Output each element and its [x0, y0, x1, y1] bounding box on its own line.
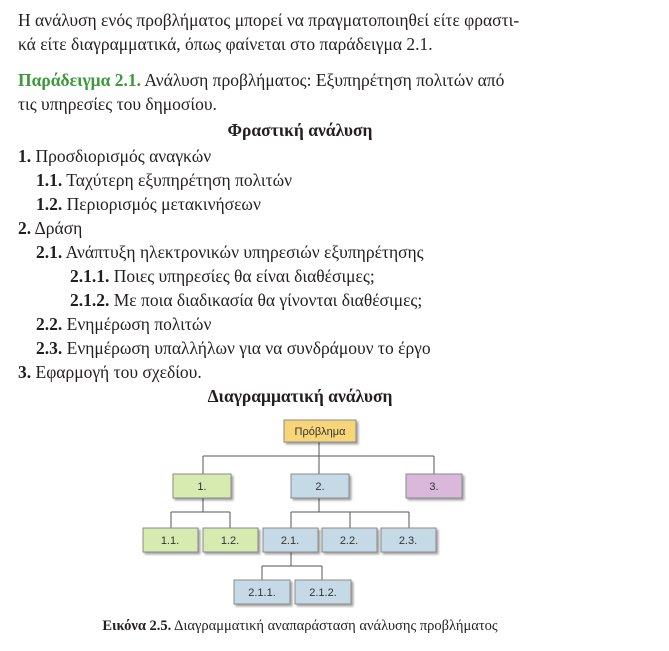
node-root	[284, 420, 356, 442]
intro-line-1: Η ανάλυση ενός προβλήματος μπορεί να πραγματοποιηθεί είτε φραστι-	[18, 10, 520, 30]
item-text: Εφαρμογή του σχεδίου.	[31, 362, 202, 382]
item-number: 2.1.1.	[70, 266, 110, 286]
figure-caption	[0, 618, 600, 635]
caption-text: Διαγραμματική αναπαράσταση ανάλυσης προβλήματος	[171, 618, 498, 634]
caption-label: Εικόνα 2.5.	[102, 618, 172, 634]
node-2-1-2-label: 2.1.2.	[309, 587, 337, 599]
item-text: Ταχύτερη εξυπηρέτηση πολιτών	[62, 170, 293, 190]
item-text: Ανάπτυξη ηλεκτρονικών υπηρεσιών εξυπηρέτησης	[62, 242, 424, 262]
node-1	[173, 474, 231, 498]
list-item	[36, 168, 292, 192]
example-line-1	[18, 68, 588, 92]
node-2	[291, 474, 349, 498]
list-item	[36, 240, 424, 264]
node-2-1-1-label: 2.1.1.	[248, 587, 276, 599]
verbal-analysis-title: Φραστική ανάλυση	[227, 120, 373, 140]
list-item	[18, 144, 211, 168]
node-2-2	[322, 528, 377, 552]
problem-tree-diagram	[0, 408, 600, 608]
node-root-label: Πρόβλημα	[294, 426, 346, 438]
node-2-label: 2.	[315, 481, 325, 493]
diagram-analysis-title: Διαγραμματική ανάλυση	[207, 386, 393, 406]
node-2-1-1	[234, 580, 290, 604]
list-item	[36, 192, 261, 216]
connector-lines	[171, 442, 434, 580]
list-item	[36, 336, 431, 360]
list-item	[18, 360, 202, 384]
item-text: Προσδιορισμός αναγκών	[31, 146, 212, 166]
list-item	[36, 312, 211, 336]
example-text-1: Ανάλυση προβλήματος: Εξυπηρέτηση πολιτών από	[141, 70, 505, 90]
item-number: 3.	[18, 362, 32, 382]
example-label: Παράδειγμα 2.1.	[18, 70, 141, 90]
item-number: 1.2.	[36, 194, 63, 214]
node-2-2-label: 2.2.	[339, 535, 359, 547]
item-number: 2.3.	[36, 338, 63, 358]
item-text: Δράση	[31, 218, 83, 238]
node-2-3-label: 2.3.	[398, 535, 418, 547]
node-2-3	[381, 528, 436, 552]
node-1-2-label: 1.2.	[220, 535, 240, 547]
node-1-1	[143, 528, 198, 552]
item-text: Με ποια διαδικασία θα γίνονται διαθέσιμες;	[109, 290, 423, 310]
item-text: Ενημέρωση υπαλλήλων για να συνδράμουν το έργο	[62, 338, 431, 358]
intro-line-2: κά είτε διαγραμματικά, όπως φαίνεται στο παράδειγμα 2.1.	[18, 34, 433, 54]
node-2-1-2	[295, 580, 351, 604]
node-2-1-label: 2.1.	[280, 535, 300, 547]
node-3-label: 3.	[429, 481, 439, 493]
item-number: 2.	[18, 218, 32, 238]
node-2-1	[263, 528, 318, 552]
list-item	[18, 216, 82, 240]
list-item	[70, 264, 375, 288]
item-number: 2.1.2.	[70, 290, 110, 310]
item-number: 1.1.	[36, 170, 63, 190]
example-line-2: τις υπηρεσίες του δημοσίου.	[18, 94, 217, 114]
item-text: Ποιες υπηρεσίες θα είναι διαθέσιμες;	[109, 266, 375, 286]
node-1-2	[203, 528, 258, 552]
item-number: 2.2.	[36, 314, 63, 334]
list-item	[70, 288, 422, 312]
item-number: 1.	[18, 146, 32, 166]
node-1-label: 1.	[197, 481, 207, 493]
node-1-1-label: 1.1.	[160, 535, 180, 547]
item-number: 2.1.	[36, 242, 63, 262]
node-3	[406, 474, 462, 498]
item-text: Ενημέρωση πολιτών	[62, 314, 212, 334]
item-text: Περιορισμός μετακινήσεων	[62, 194, 261, 214]
